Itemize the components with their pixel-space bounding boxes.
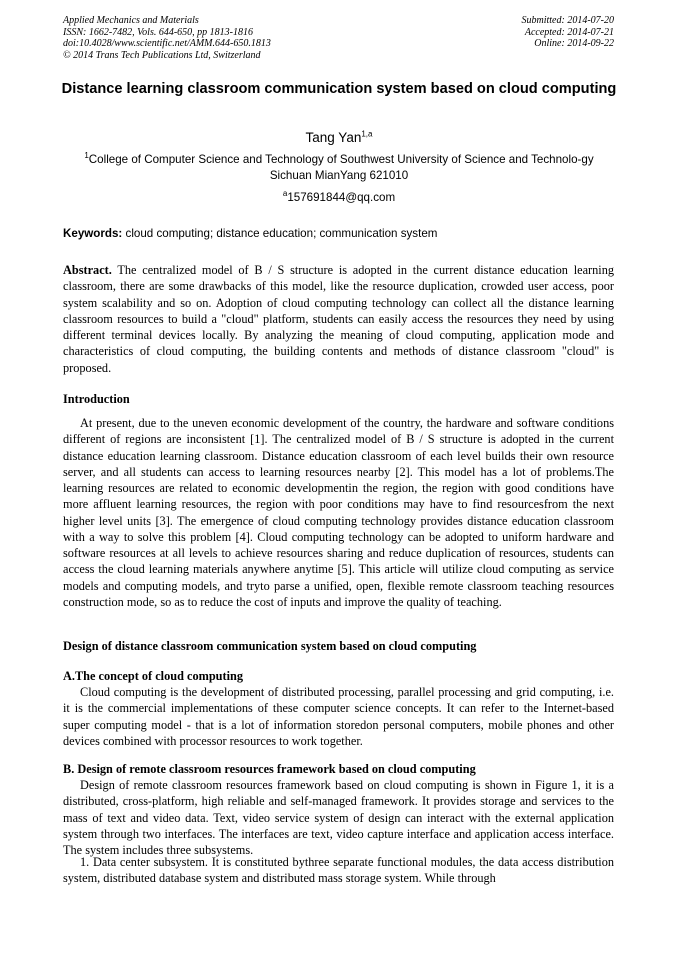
paper-title: Distance learning classroom communication system based on cloud computing bbox=[61, 81, 617, 97]
introduction-text: At present, due to the uneven economic development of the country, the hardware and software conditions different of regions are inconsistent [1]. The centralized model of B / S structure is adopted in the current distance education learning classroom. Distance education classroom of each level builds their own resource server, and all students can access to learning resources nearby [2]. This model has a lot of problems.The learning resources are related to economic developmentin the region, the region with good conditions have more affluent learning resources, the region with poor conditions may have to find resourcesfrom the next higher level units [3]. The emergence of cloud computing technology provides distance education classroom with a way to solve this problem [4]. Cloud computing technology can be adopted to uniform hardware and software resources at all levels to achieve resources sharing and reduce duplication of resources, students can access the cloud learning materials anywhere anytime [5]. This article will utilize cloud computing as service models and computing models, and tryto parse a unified, open, flexible remote classroom teaching resources construction mode, so as to reduce the cost of inputs and improve the quality of teaching. bbox=[63, 416, 614, 609]
abstract bbox=[63, 262, 614, 376]
author-line bbox=[60, 129, 618, 147]
doi-line: doi:10.4028/www.scientific.net/AMM.644-650.1813 bbox=[63, 38, 271, 50]
abstract-label: Abstract. bbox=[63, 263, 112, 277]
section-b-text: Design of remote classroom resources framework based on cloud computing is shown in Figure 1, it is a distributed, cross-platform, high reliable and self-managed framework. It provides storage and services to the mass of text and video data. Text, video service system of design can interact with the external application system through two interfaces. The interfaces are text, video capture interface and application access interface. The system includes three subsystems. bbox=[63, 778, 614, 857]
affiliation-marker: 1 bbox=[84, 151, 89, 161]
section-a-text: Cloud computing is the development of distributed processing, parallel processing and grid computing, i.e. it is the commercial implementations of these computer science concepts. It can refer to the Internet-based super computing model - that is a lot of information storedon personal computers, mobile phones and other devices combined with processor resources to work together. bbox=[63, 685, 614, 748]
journal-name: Applied Mechanics and Materials bbox=[63, 15, 199, 26]
design-heading: Design of distance classroom communication system based on cloud computing bbox=[63, 639, 477, 653]
section-b-heading: B. Design of remote classroom resources framework based on cloud computing bbox=[63, 762, 476, 776]
affiliation-text: College of Computer Science and Technology of Southwest University of Science and Technolo-gy Sichuan MianYang 621010 bbox=[88, 153, 594, 182]
journal-header-right bbox=[522, 15, 615, 50]
journal-header-left bbox=[63, 15, 271, 61]
issn-line: ISSN: 1662-7482, Vols. 644-650, pp 1813-1816 bbox=[63, 26, 253, 38]
copyright-line: © 2014 Trans Tech Publications Ltd, Switzerland bbox=[63, 49, 261, 61]
section-a-heading: A.The concept of cloud computing bbox=[63, 669, 244, 683]
email-marker: a bbox=[282, 189, 288, 199]
keywords bbox=[63, 226, 615, 241]
author-name: Tang Yan bbox=[305, 130, 362, 145]
email-line bbox=[60, 190, 618, 205]
accepted-date: Accepted: 2014-07-21 bbox=[524, 26, 614, 38]
submitted-date: Submitted: 2014-07-20 bbox=[521, 15, 614, 26]
online-date: Online: 2014-09-22 bbox=[534, 38, 614, 50]
abstract-text: The centralized model of B / S structure is adopted in the current distance education learning classroom, there are some drawbacks of this model, like the resource duplication, crowded user access, poor system scalability and so on. Adoption of cloud computing technology can collect all the distance learning classroom resources to build a "cloud" platform, students can easily access the resources they need by using different terminal devices locally. By analyzing the meaning of cloud computing, application mode and characteristics of cloud computing, the building contents and methods of distance classroom "cloud" is proposed. bbox=[63, 263, 614, 375]
introduction-heading: Introduction bbox=[63, 392, 130, 406]
affiliation bbox=[66, 152, 612, 184]
keywords-text: cloud computing; distance education; communication system bbox=[125, 227, 438, 240]
keywords-label: Keywords: bbox=[63, 227, 123, 240]
email-address: 157691844@qq.com bbox=[287, 191, 396, 204]
author-affiliation-marker: 1,a bbox=[361, 129, 373, 139]
section-b-item-1: 1. Data center subsystem. It is constituted bythree separate functional modules, the data access distribution system, distributed database system and distributed mass storage system. While through bbox=[63, 855, 614, 886]
